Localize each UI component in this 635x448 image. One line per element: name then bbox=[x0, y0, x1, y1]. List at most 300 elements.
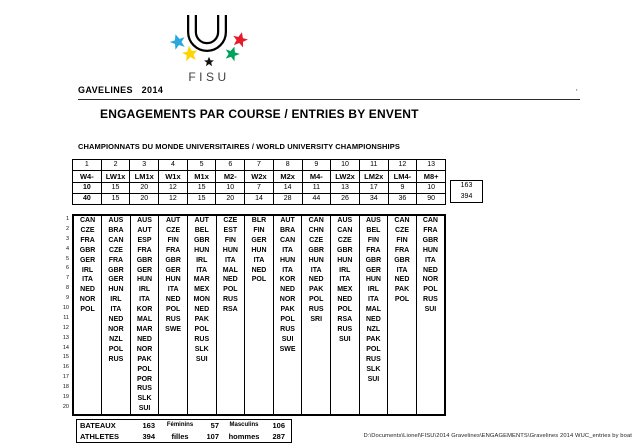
events-table bbox=[72, 159, 446, 205]
entry-cell: CZE bbox=[73, 226, 102, 236]
entry-cell: NED bbox=[187, 305, 216, 315]
entry-cell bbox=[416, 365, 445, 375]
entry-cell bbox=[245, 335, 274, 345]
entry-cell bbox=[245, 394, 274, 404]
entry-cell: RUS bbox=[273, 325, 302, 335]
entry-cell bbox=[416, 335, 445, 345]
entry-cell bbox=[388, 384, 417, 394]
entry-cell: RUS bbox=[359, 355, 388, 365]
entry-cell: GBR bbox=[102, 266, 131, 276]
entry-cell: FIN bbox=[245, 226, 274, 236]
boats-count-cell: 17 bbox=[359, 183, 388, 194]
entry-cell: POL bbox=[102, 345, 131, 355]
entry-cell bbox=[216, 335, 245, 345]
entry-cell: POL bbox=[330, 305, 359, 315]
entry-cell bbox=[216, 404, 245, 415]
entry-cell: RSA bbox=[330, 315, 359, 325]
entry-cell: CAN bbox=[302, 215, 331, 226]
event-number-cell: 8 bbox=[273, 160, 302, 171]
entry-cell bbox=[302, 345, 331, 355]
entry-cell bbox=[245, 345, 274, 355]
summary-gender-label: filles bbox=[171, 432, 189, 441]
athletes-count-cell: 28 bbox=[273, 194, 302, 205]
star-red-icon bbox=[231, 30, 249, 48]
entry-cell: GER bbox=[130, 266, 159, 276]
entry-cell bbox=[273, 355, 302, 365]
row-number: 16 bbox=[62, 364, 69, 371]
entry-cell bbox=[73, 384, 102, 394]
fisu-logo bbox=[157, 6, 257, 88]
entry-cell bbox=[245, 355, 274, 365]
event-number-cell: 12 bbox=[388, 160, 417, 171]
entry-cell bbox=[302, 335, 331, 345]
entry-cell bbox=[73, 365, 102, 375]
entry-cell: GBR bbox=[416, 236, 445, 246]
row-number: 1 bbox=[65, 216, 69, 222]
entry-cell: NZL bbox=[102, 335, 131, 345]
entry-cell: BRA bbox=[273, 226, 302, 236]
entry-cell: ITA bbox=[388, 266, 417, 276]
entry-cell: BEL bbox=[187, 226, 216, 236]
entry-cell: SUI bbox=[330, 335, 359, 345]
entry-cell: HUN bbox=[216, 246, 245, 256]
entry-cell: NOR bbox=[273, 295, 302, 305]
entry-cell: MEX bbox=[187, 285, 216, 295]
entry-cell: RUS bbox=[130, 384, 159, 394]
row-number: 20 bbox=[62, 403, 69, 410]
entry-cell: HUN bbox=[330, 256, 359, 266]
entry-cell: NED bbox=[416, 266, 445, 276]
entry-cell: SUI bbox=[416, 305, 445, 315]
entry-cell bbox=[102, 404, 131, 415]
entry-cell: MON bbox=[187, 295, 216, 305]
entry-cell: NED bbox=[273, 285, 302, 295]
entry-cell: IRL bbox=[330, 266, 359, 276]
event-number-cell: 11 bbox=[359, 160, 388, 171]
boats-count-cell: 9 bbox=[388, 183, 417, 194]
entry-cell: RUS bbox=[216, 295, 245, 305]
boats-total: 163 bbox=[460, 182, 473, 189]
summary-table bbox=[76, 419, 292, 443]
entry-cell bbox=[359, 404, 388, 415]
entry-cell: GER bbox=[359, 266, 388, 276]
totals-box bbox=[450, 180, 483, 203]
entry-cell: AUT bbox=[159, 215, 188, 226]
entry-cell bbox=[388, 404, 417, 415]
entry-cell: POL bbox=[245, 275, 274, 285]
entry-cell: RUS bbox=[416, 295, 445, 305]
athletes-count-cell: 36 bbox=[388, 194, 417, 205]
entry-cell: BLR bbox=[245, 215, 274, 226]
event-number-cell: 1 bbox=[73, 160, 102, 171]
boats-count-cell: 15 bbox=[101, 183, 130, 194]
entry-cell: MAL bbox=[216, 266, 245, 276]
entry-cell: CAN bbox=[273, 236, 302, 246]
entry-cell: RSA bbox=[216, 305, 245, 315]
entry-cell bbox=[273, 394, 302, 404]
entry-cell bbox=[302, 394, 331, 404]
entry-cell: PAK bbox=[359, 335, 388, 345]
entry-cell bbox=[330, 404, 359, 415]
entry-cell: FRA bbox=[130, 246, 159, 256]
entry-cell: HUN bbox=[273, 256, 302, 266]
entry-cell: AUT bbox=[273, 215, 302, 226]
row-number: 3 bbox=[65, 235, 69, 242]
summary-gender2-value: 287 bbox=[272, 432, 285, 441]
page-title: ENGAGEMENTS PAR COURSE / ENTRIES BY ENVENT bbox=[100, 107, 419, 121]
footer-file-path: D:\Documents\Lionel\FISU\2014 Gravelines\ENGAGEMENTS\Gravelines 2014 WUC_entries by boat bbox=[363, 433, 632, 439]
summary-gender2-label: hommes bbox=[228, 432, 260, 441]
star-black-icon bbox=[204, 57, 214, 66]
entry-cell bbox=[245, 305, 274, 315]
summary-label: BATEAUX bbox=[80, 421, 116, 430]
entry-cell: CZE bbox=[216, 215, 245, 226]
entry-cell: HUN bbox=[187, 246, 216, 256]
entry-cell bbox=[245, 365, 274, 375]
entry-cell: BRA bbox=[102, 226, 131, 236]
entry-cell: AUT bbox=[187, 215, 216, 226]
entry-cell: SUI bbox=[359, 375, 388, 385]
entry-cell: POL bbox=[187, 325, 216, 335]
entry-cell: BEL bbox=[359, 226, 388, 236]
row-number: 7 bbox=[65, 275, 69, 282]
entry-cell: GBR bbox=[388, 256, 417, 266]
entry-cell: NZL bbox=[359, 325, 388, 335]
entry-cell: NED bbox=[102, 315, 131, 325]
boats-count-cell: 15 bbox=[187, 183, 216, 194]
entry-cell bbox=[73, 404, 102, 415]
subtitle: CHAMPIONNATS DU MONDE UNIVERSITAIRES / WORLD UNIVERSITY CHAMPIONSHIPS bbox=[78, 142, 400, 151]
event-number-cell: 3 bbox=[130, 160, 159, 171]
entry-cell bbox=[102, 375, 131, 385]
entry-cell: FRA bbox=[359, 246, 388, 256]
row-number: 6 bbox=[65, 265, 69, 272]
entry-cell: RUS bbox=[159, 315, 188, 325]
boat-class-cell: M1x bbox=[187, 171, 216, 183]
entry-cell: NED bbox=[330, 295, 359, 305]
entry-cell: GBR bbox=[159, 256, 188, 266]
stray-mark: ' bbox=[576, 88, 578, 97]
boat-class-cell: M2- bbox=[216, 171, 245, 183]
event-number-cell: 10 bbox=[331, 160, 360, 171]
boat-class-cell: M4- bbox=[302, 171, 331, 183]
entry-cell: CHN bbox=[302, 226, 331, 236]
row-number: 9 bbox=[65, 295, 69, 302]
entry-cell: AUS bbox=[102, 215, 131, 226]
entry-cell bbox=[216, 325, 245, 335]
entry-cell bbox=[159, 404, 188, 415]
entry-cell: POL bbox=[416, 285, 445, 295]
entry-cell: ITA bbox=[359, 295, 388, 305]
entry-cell: ITA bbox=[302, 266, 331, 276]
entry-cell bbox=[216, 345, 245, 355]
entry-cell bbox=[73, 345, 102, 355]
row-number: 11 bbox=[63, 314, 69, 321]
entry-cell: CZE bbox=[388, 226, 417, 236]
entry-cell: POL bbox=[216, 285, 245, 295]
entry-cell: HUN bbox=[359, 275, 388, 285]
row-number: 17 bbox=[62, 374, 69, 381]
entry-cell: CAN bbox=[330, 226, 359, 236]
entry-cell bbox=[159, 355, 188, 365]
entry-cell bbox=[416, 325, 445, 335]
athletes-count-cell: 40 bbox=[73, 194, 102, 205]
entry-cell: ESP bbox=[130, 236, 159, 246]
entry-cell: NOR bbox=[130, 345, 159, 355]
entry-cell: SLK bbox=[359, 365, 388, 375]
entry-cell bbox=[216, 355, 245, 365]
entry-cell: ITA bbox=[273, 246, 302, 256]
entry-cell: MAL bbox=[359, 305, 388, 315]
athletes-count-cell: 90 bbox=[417, 194, 446, 205]
entry-cell: HUN bbox=[416, 246, 445, 256]
entry-cell: IRL bbox=[359, 285, 388, 295]
boats-count-cell: 10 bbox=[417, 183, 446, 194]
boats-count-cell: 20 bbox=[130, 183, 159, 194]
entry-cell bbox=[330, 345, 359, 355]
entry-cell: AUS bbox=[130, 215, 159, 226]
entry-cell: ITA bbox=[187, 266, 216, 276]
entry-cell bbox=[330, 394, 359, 404]
entry-cell: GBR bbox=[330, 246, 359, 256]
entry-cell bbox=[73, 325, 102, 335]
entry-cell: ITA bbox=[130, 295, 159, 305]
entry-cell: POL bbox=[302, 295, 331, 305]
entry-cell: NED bbox=[159, 295, 188, 305]
entry-cell: RUS bbox=[102, 355, 131, 365]
entry-cell: SRI bbox=[302, 315, 331, 325]
entry-cell: RUS bbox=[330, 325, 359, 335]
athletes-count-cell: 34 bbox=[359, 194, 388, 205]
entry-cell: SLK bbox=[130, 394, 159, 404]
entry-cell: NOR bbox=[102, 325, 131, 335]
boat-class-cell: LM1x bbox=[130, 171, 159, 183]
entry-cell: GBR bbox=[187, 236, 216, 246]
summary-total: 394 bbox=[142, 432, 155, 441]
entry-cell: NOR bbox=[73, 295, 102, 305]
entry-cell: NED bbox=[245, 266, 274, 276]
entry-cell bbox=[388, 325, 417, 335]
entry-cell: HUN bbox=[130, 275, 159, 285]
entry-cell bbox=[388, 355, 417, 365]
summary-label: ATHLETES bbox=[80, 432, 120, 441]
entry-cell: CZE bbox=[330, 236, 359, 246]
entry-cell: GBR bbox=[302, 246, 331, 256]
entry-cell: NED bbox=[130, 335, 159, 345]
entry-cell bbox=[216, 384, 245, 394]
entry-cell: ITA bbox=[273, 266, 302, 276]
entry-cell bbox=[159, 365, 188, 375]
entry-cell: ITA bbox=[245, 256, 274, 266]
entry-cell: HUN bbox=[302, 256, 331, 266]
entry-cell bbox=[302, 325, 331, 335]
row-number: 18 bbox=[62, 384, 69, 391]
entry-cell bbox=[359, 394, 388, 404]
entry-cell: NED bbox=[388, 275, 417, 285]
star-blue-icon bbox=[168, 32, 187, 51]
entry-cell: IRL bbox=[130, 285, 159, 295]
entry-cell: ITA bbox=[330, 275, 359, 285]
boats-count-cell: 10 bbox=[73, 183, 102, 194]
entry-cell bbox=[102, 394, 131, 404]
entry-cell bbox=[330, 384, 359, 394]
entry-cell bbox=[187, 365, 216, 375]
event-number-cell: 9 bbox=[302, 160, 331, 171]
entry-cell: ITA bbox=[159, 285, 188, 295]
row-number: 19 bbox=[62, 394, 69, 401]
entry-cell bbox=[416, 375, 445, 385]
entry-cell: AUS bbox=[359, 215, 388, 226]
entry-cell bbox=[73, 355, 102, 365]
event-name: GAVELINES 2014 bbox=[78, 85, 164, 95]
entry-cell bbox=[216, 315, 245, 325]
summary-gender-value: 107 bbox=[206, 432, 219, 441]
entry-cell bbox=[245, 285, 274, 295]
entry-cell: CAN bbox=[73, 215, 102, 226]
boats-count-cell: 12 bbox=[159, 183, 188, 194]
entry-cell bbox=[273, 404, 302, 415]
boat-class-cell: W1x bbox=[159, 171, 188, 183]
entry-cell bbox=[416, 345, 445, 355]
entry-cell: SWE bbox=[159, 325, 188, 335]
u-glyph bbox=[192, 15, 222, 47]
athletes-count-cell: 15 bbox=[101, 194, 130, 205]
entry-cell bbox=[216, 394, 245, 404]
summary-gender-value: 57 bbox=[210, 421, 219, 430]
entry-cell: CAN bbox=[388, 215, 417, 226]
entry-cell: NED bbox=[302, 275, 331, 285]
entry-cell: MAL bbox=[130, 315, 159, 325]
athletes-count-cell: 26 bbox=[331, 194, 360, 205]
entry-cell bbox=[388, 365, 417, 375]
boat-class-cell: LW2x bbox=[331, 171, 360, 183]
entry-cell bbox=[187, 394, 216, 404]
athletes-count-cell: 12 bbox=[159, 194, 188, 205]
entry-cell: ITA bbox=[102, 305, 131, 315]
boat-class-cell: W4- bbox=[73, 171, 102, 183]
boats-count-cell: 11 bbox=[302, 183, 331, 194]
entry-cell bbox=[187, 375, 216, 385]
entry-cell: POL bbox=[130, 365, 159, 375]
boat-class-cell: LM2x bbox=[359, 171, 388, 183]
entry-cell: FIN bbox=[159, 236, 188, 246]
entry-cell: POR bbox=[130, 375, 159, 385]
entry-cell bbox=[159, 375, 188, 385]
summary-gender2-value: 106 bbox=[272, 421, 285, 430]
athletes-total: 394 bbox=[460, 192, 473, 200]
boat-class-cell: LW1x bbox=[101, 171, 130, 183]
row-number: 15 bbox=[62, 354, 69, 361]
entry-cell bbox=[73, 335, 102, 345]
event-number-cell: 5 bbox=[187, 160, 216, 171]
entry-cell bbox=[416, 404, 445, 415]
entry-cell bbox=[330, 355, 359, 365]
entry-cell bbox=[416, 384, 445, 394]
boats-count-cell: 14 bbox=[273, 183, 302, 194]
row-number: 13 bbox=[62, 334, 69, 341]
entry-cell: GER bbox=[245, 236, 274, 246]
entry-cell: HUN bbox=[159, 275, 188, 285]
athletes-count-cell: 20 bbox=[130, 194, 159, 205]
entry-cell: FRA bbox=[73, 236, 102, 246]
entry-cell: RUS bbox=[302, 305, 331, 315]
entry-cell bbox=[73, 375, 102, 385]
entry-cell bbox=[102, 384, 131, 394]
entry-cell: MEX bbox=[330, 285, 359, 295]
entry-cell: GER bbox=[102, 275, 131, 285]
summary-gender-label: Féminins bbox=[166, 422, 194, 428]
entry-cell: POL bbox=[159, 305, 188, 315]
entry-cell: HUN bbox=[245, 246, 274, 256]
entry-cell bbox=[245, 295, 274, 305]
entry-cell bbox=[302, 384, 331, 394]
entry-cell: PAK bbox=[130, 355, 159, 365]
entry-cell bbox=[302, 404, 331, 415]
entry-cell bbox=[273, 384, 302, 394]
athletes-count-cell: 15 bbox=[187, 194, 216, 205]
entry-cell: GER bbox=[159, 266, 188, 276]
boat-class-cell: M8+ bbox=[417, 171, 446, 183]
entry-cell bbox=[388, 394, 417, 404]
row-number: 14 bbox=[62, 344, 69, 351]
entry-cell: CZE bbox=[302, 236, 331, 246]
entry-cell: CZE bbox=[159, 226, 188, 236]
boat-class-cell: W2x bbox=[245, 171, 274, 183]
boat-class-cell: LM4- bbox=[388, 171, 417, 183]
entry-cell: IRL bbox=[187, 256, 216, 266]
event-number-cell: 2 bbox=[101, 160, 130, 171]
entry-cell: CAN bbox=[416, 215, 445, 226]
event-number-cell: 7 bbox=[245, 160, 274, 171]
event-number-cell: 6 bbox=[216, 160, 245, 171]
entry-cell bbox=[330, 375, 359, 385]
entry-cell: RUS bbox=[187, 335, 216, 345]
row-number: 10 bbox=[62, 305, 69, 312]
entry-cell: IRL bbox=[102, 295, 131, 305]
row-number: 12 bbox=[62, 324, 69, 331]
entry-cell: NED bbox=[216, 275, 245, 285]
entry-cell: NED bbox=[73, 285, 102, 295]
entry-cell bbox=[416, 394, 445, 404]
entry-cell bbox=[416, 315, 445, 325]
entry-cell: NED bbox=[359, 315, 388, 325]
entry-cell bbox=[388, 315, 417, 325]
boats-count-cell: 7 bbox=[245, 183, 274, 194]
entry-cell: POL bbox=[73, 305, 102, 315]
entry-cell: FIN bbox=[388, 236, 417, 246]
row-number: 5 bbox=[65, 255, 69, 262]
row-number: 8 bbox=[65, 285, 69, 292]
fisu-wordmark: FISU bbox=[188, 70, 230, 84]
row-number: 2 bbox=[65, 225, 69, 232]
entry-cell: MAR bbox=[187, 275, 216, 285]
entry-cell bbox=[187, 384, 216, 394]
athletes-count-cell: 20 bbox=[216, 194, 245, 205]
entry-cell bbox=[388, 375, 417, 385]
entry-cell: CAN bbox=[102, 236, 131, 246]
entry-cell: FIN bbox=[359, 236, 388, 246]
boats-count-cell: 13 bbox=[331, 183, 360, 194]
entry-cell bbox=[73, 394, 102, 404]
event-number-cell: 4 bbox=[159, 160, 188, 171]
entry-cell: SUI bbox=[130, 404, 159, 415]
entry-cell: PAK bbox=[273, 305, 302, 315]
entry-cell: SUI bbox=[187, 355, 216, 365]
entry-cell: PAK bbox=[302, 285, 331, 295]
athletes-count-cell: 14 bbox=[245, 194, 274, 205]
entry-cell: GER bbox=[73, 256, 102, 266]
entry-cell: EST bbox=[216, 226, 245, 236]
